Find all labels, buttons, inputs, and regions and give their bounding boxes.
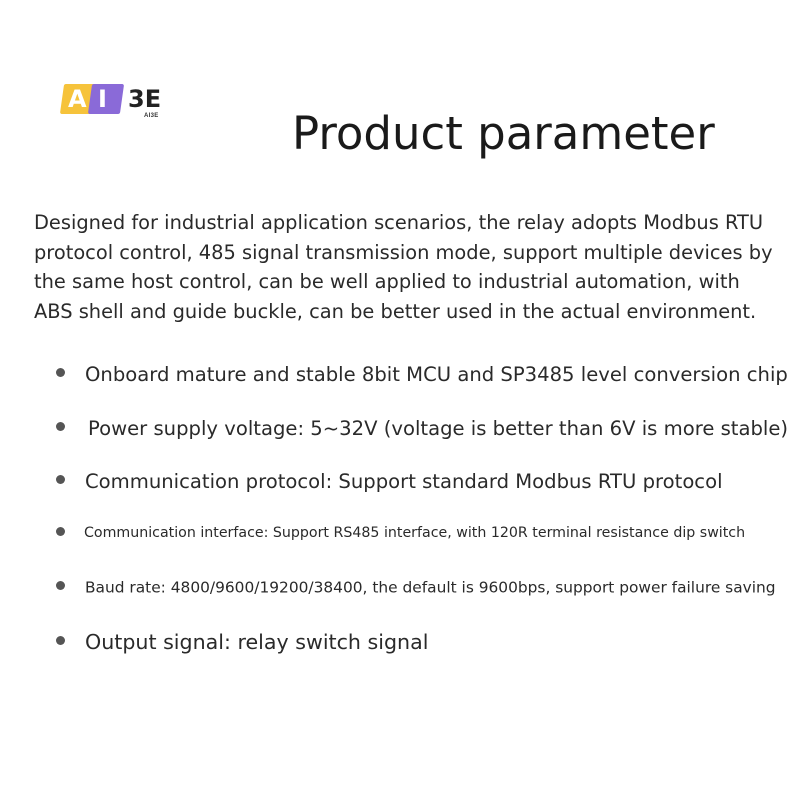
feature-text: Communication protocol: Support standard Modbus RTU protocol	[85, 470, 723, 493]
feature-item-output-signal	[56, 629, 428, 654]
feature-item-protocol	[56, 469, 723, 493]
bullet-icon	[56, 368, 65, 377]
feature-text: Baud rate: 4800/9600/19200/38400, the default is 9600bps, support power failure saving	[85, 578, 776, 597]
page-title: Product parameter	[292, 107, 715, 160]
feature-text: Communication interface: Support RS485 interface, with 120R terminal resistance dip switch	[84, 525, 746, 541]
feature-text: Output signal: relay switch signal	[85, 630, 429, 654]
logo-subtext: AI3E	[144, 113, 159, 119]
feature-item-baud-rate	[56, 578, 776, 597]
logo-letters-3e: 3E	[128, 85, 162, 113]
feature-item-interface	[56, 525, 745, 541]
feature-text: Onboard mature and stable 8bit MCU and SP3485 level conversion chip	[85, 363, 788, 386]
intro-paragraph: Designed for industrial application scenarios, the relay adopts Modbus RTU protocol control, 485 signal transmission mode, support multiple devices by the same host control, can be well applied to industrial automation, with ABS shell and guide buckle, can be better used in the actual environment.	[34, 211, 773, 323]
logo-letter-a: A	[68, 85, 87, 113]
bullet-icon	[56, 422, 65, 431]
feature-item-mcu	[56, 362, 788, 386]
feature-item-power-supply	[56, 416, 788, 440]
logo-letter-i: I	[98, 85, 107, 113]
bullet-icon	[56, 581, 65, 590]
bullet-icon	[56, 475, 65, 484]
feature-text: Power supply voltage: 5~32V (voltage is better than 6V is more stable)	[88, 417, 789, 440]
bullet-icon	[56, 636, 65, 645]
bullet-icon	[56, 527, 65, 536]
